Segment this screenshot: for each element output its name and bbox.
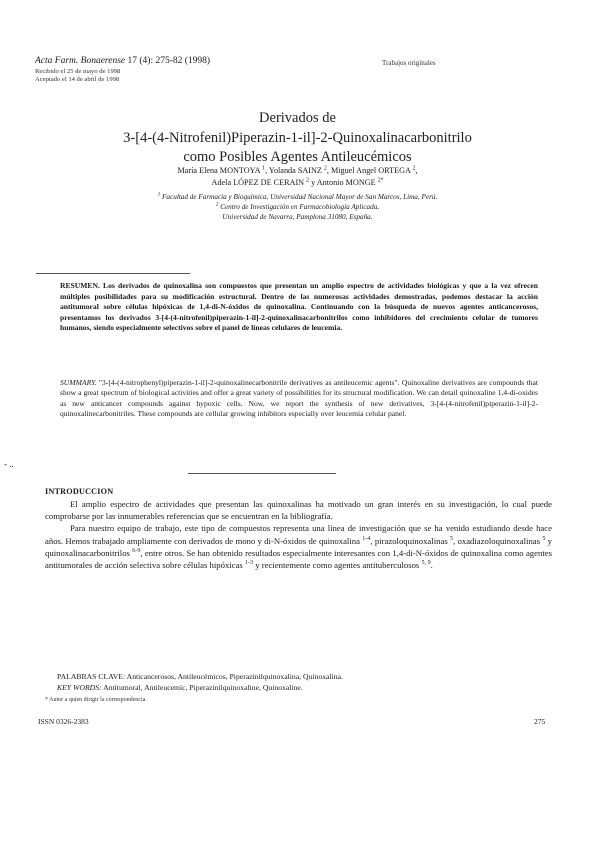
author-sup: 2	[412, 165, 416, 172]
author-sup: 1	[262, 165, 266, 172]
journal-name: Acta Farm. Bonaerense	[35, 56, 126, 66]
intro-text: Para nuestro equipo de trabajo, este tipo de compuestos representa una línea de investigación que se ha venido estudiando desde hace años. Hemos trabajado ampliamente con derivados de mono y di-N-óxidos de quinoxalina	[45, 523, 552, 546]
divider-left	[36, 273, 190, 274]
affiliation-2	[0, 203, 595, 213]
divider-center	[188, 473, 336, 474]
abstract-label: RESUMEN.	[60, 281, 100, 290]
title-line-1: Derivados de	[259, 110, 336, 126]
citation: 5, 9	[421, 560, 431, 567]
issn: ISSN 0326-2383	[38, 717, 89, 726]
paper-title	[0, 109, 595, 168]
summary-label: SUMMARY.	[60, 378, 97, 387]
accepted-date: Aceptado el 14 de abril de 1998	[35, 76, 120, 83]
keywords-en-label: KEY WORDS:	[57, 682, 102, 692]
intro-text: .	[430, 560, 433, 571]
affiliation-sup: 2	[215, 202, 219, 208]
section-tag: Trabajos originales	[382, 59, 436, 67]
intro-text: y recientemente como agentes antituberculosos	[253, 560, 422, 571]
author-montoya: María Elena MONTOYA	[177, 166, 263, 175]
affiliation-sup: 1	[157, 192, 161, 198]
citation: 5	[542, 535, 546, 542]
citation: 1-4	[362, 535, 371, 542]
author-sup: 2	[323, 165, 327, 172]
dates-block	[35, 68, 120, 84]
abstract-es	[60, 281, 538, 334]
intro-text: , pirazoloquinoxalinas	[370, 535, 450, 546]
author-sup: 2*	[377, 176, 384, 183]
margin-mark: - ..	[4, 459, 14, 469]
keywords-es-text: Anticancerosos, Antileucémicos, Piperazinilquinoxalina, Quinoxalina.	[125, 672, 343, 681]
received-date: Recibido el 25 de mayo de 1998	[35, 68, 121, 75]
affiliation-1	[0, 193, 595, 203]
authors-line-2	[0, 177, 595, 189]
citation: 1-3	[244, 560, 254, 567]
journal-citation	[35, 56, 210, 66]
author-lopez: Adela LÓPEZ DE CERAIN	[211, 177, 307, 187]
citation: 5	[450, 535, 454, 542]
summary-text: "3-[4-(4-nitrophenyl)piperazin-1-il]-2-quinoxalinecarbonitrile derivatives as antileucemic agents". Quinoxaline derivatives are compounds that show a great spectrum of biological activities and offer a great variety of possibilities for its structural modification. We can detail quinoxaline 1,4-di-oxides as new anticancer compounds against hypoxic cells. Now, we report the synthesis of new derivatives, 3-[4-(4-nitrofenil)piperazin-1-il]-2-quinoxalinecarbonitriles. These compounds are cellular growing inhibitors especially over leucemia celular panel.	[60, 378, 538, 419]
author-sup: 2	[306, 176, 310, 183]
title-line-2: 3-[4-(4-Nitrofenil)Piperazin-1-il]-2-Quinoxalinacarbonitrilo	[123, 129, 472, 146]
intro-text: , oxadiazoloquinoxalinas	[453, 535, 543, 546]
author-monge: y Antonio MONGE	[309, 177, 378, 187]
correspondence-footnote: * Autor a quien dirigir la correspondencia.	[45, 697, 147, 703]
author-sainz: , Yolanda SAINZ	[265, 166, 324, 175]
keywords-es	[57, 672, 552, 683]
introduction-body	[45, 498, 552, 571]
title-line-3: como Posibles Agentes Antileucémicos	[183, 149, 412, 165]
authors-line-1	[0, 165, 595, 177]
affiliation-1-text: Facultad de Farmacia y Bioquímica, Universidad Nacional Mayor de San Marcos, Lima, Perú.	[160, 193, 438, 201]
author-ortega: , Miguel Angel ORTEGA	[326, 166, 413, 175]
affiliation-3: Universidad de Navarra, Pamplona 31080, España.	[222, 212, 373, 221]
intro-text: y quinoxalinacarbonitrilos	[45, 535, 553, 558]
authors-block	[0, 165, 595, 188]
affiliation-2-text: Centro de Investigación en Farmacobiología Aplicada,	[218, 202, 380, 211]
section-heading-introduction: INTRODUCCION	[45, 487, 114, 496]
intro-paragraph-1: El amplio espectro de actividades que presentan las quinoxalinas ha motivado un gran interés en su investigación, lo cual puede comprobarse por las innumerables referencias que se encuentran en la bibliografía.	[45, 499, 552, 522]
affiliations-block	[0, 193, 595, 222]
journal-volume: 17 (4): 275-82 (1998)	[127, 56, 211, 66]
abstract-text: Los derivados de quinoxalina son compuestos que presentan un amplio espectro de actividades biológicas y que a la vez ofrecen múltiples posibilidades para su modificación estructural. Dentro de las numerosas actividades demostradas, podemos destacar la acción antitumoral sobre células hipóxicas de 1,4-di-N-óxidos de quinoxalina. Continuando con la búsqueda de nuevos agentes anticancerosos, presentamos los derivados 3-[4-(4-nitrofenil)piperazin-1-il]-2-quinoxalinacarbonitrilos como inhibidores del crecimiento celular de tumores humanos, siendo especialmente selectivos sobre el panel de líneas celulares de leucemia.	[60, 281, 538, 333]
keywords-en	[57, 683, 552, 694]
keywords-en-text: Antitumoral, Antileucemic, Piperazinilquinoxaline, Quinoxaline.	[101, 682, 303, 692]
citation: 6-9	[132, 547, 141, 554]
page-number: 275	[534, 717, 546, 726]
keywords-es-label: PALABRAS CLAVE:	[57, 672, 126, 681]
keywords-block	[57, 672, 552, 693]
intro-paragraph-2	[45, 522, 552, 571]
abstract-en	[60, 378, 538, 420]
author-comma: ,	[415, 166, 418, 175]
intro-text: , entre otros. Se han obtenido resultados especialmente interesantes con 1,4-di-N-óxidos de quinoxalina como agentes antitumorales de acción selectiva sobre células hipóxicas	[45, 547, 552, 571]
